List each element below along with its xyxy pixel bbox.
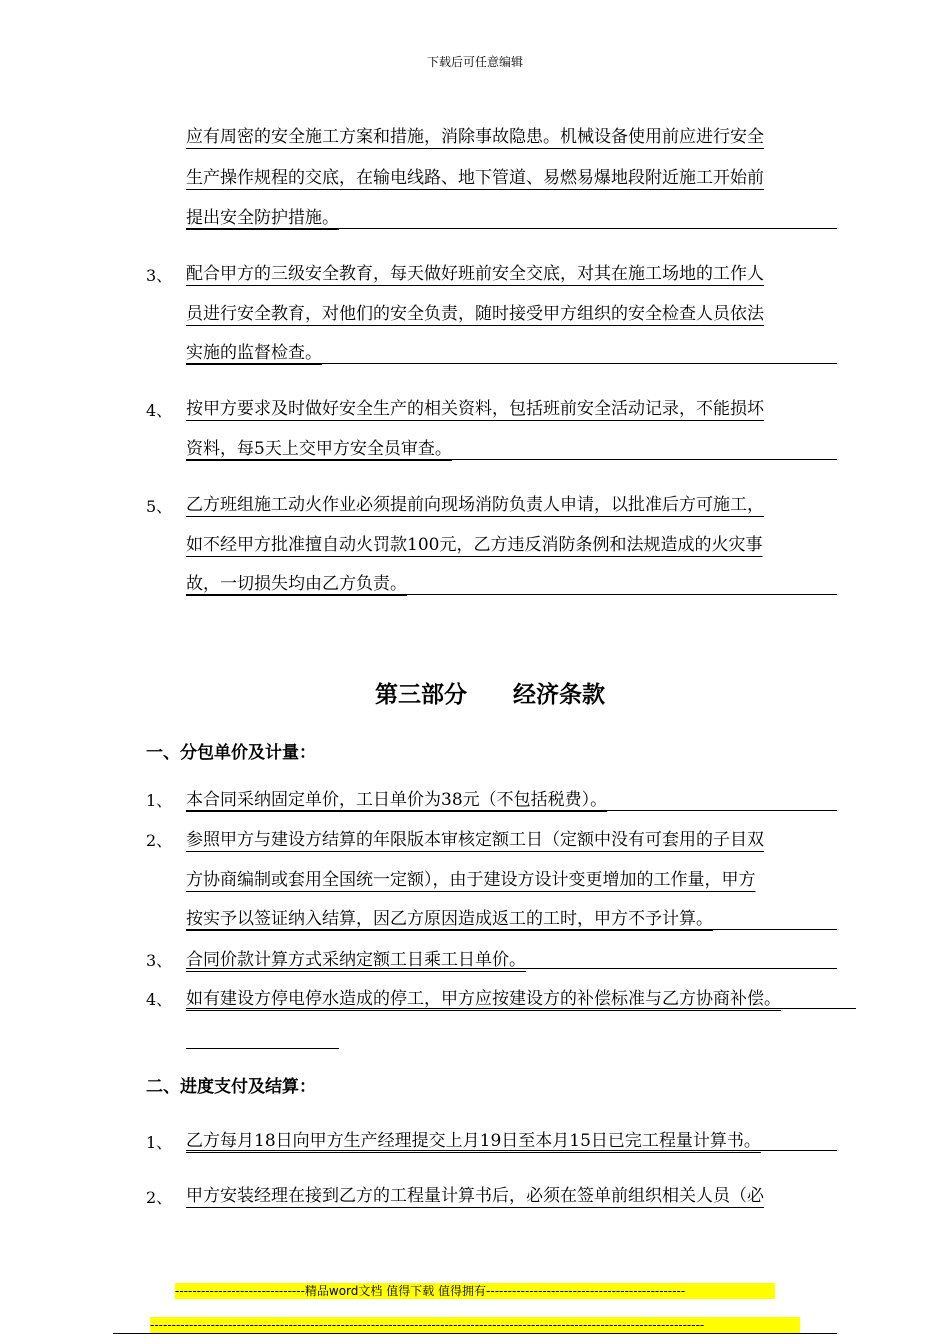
clause-line: 配合甲方的三级安全教育，每天做好班前安全交底，对其在施工场地的工作人 xyxy=(186,264,764,284)
subsection-heading: 二、进度支付及结算： xyxy=(146,1077,316,1097)
underline-rule xyxy=(186,459,837,460)
underline-rule xyxy=(186,1048,339,1049)
footer-watermark: ------------------------------精品word文档 值得下载 值得拥有---------------------------------------------- xyxy=(175,1283,775,1299)
clause-line: 本合同采纳固定单价，工日单价为38元（不包括税费）。 xyxy=(186,790,608,810)
clause-line: 按甲方要求及时做好安全生产的相关资料，包括班前安全活动记录，不能损坏 xyxy=(186,399,764,419)
section-title: 第三部分 经济条款 xyxy=(375,681,605,708)
item-number: 1、 xyxy=(146,791,173,810)
page-header: 下载后可任意编辑 xyxy=(426,55,523,69)
item-number: 3、 xyxy=(146,266,173,285)
clause-line: 参照甲方与建设方结算的年限版本审核定额工日（定额中没有可套用的子目双 xyxy=(186,830,764,850)
underline-rule xyxy=(186,1008,856,1009)
item-number: 5、 xyxy=(146,497,173,516)
item-number: 4、 xyxy=(146,990,173,1009)
clause-line: 故，一切损失均由乙方负责。 xyxy=(186,574,407,594)
footer-watermark-rule: -------------------------------------------------------------------------------------------------------------------------------- xyxy=(150,1317,800,1333)
underline-rule xyxy=(186,968,837,969)
clause-line: 按实予以签证纳入结算，因乙方原因造成返工的工时，甲方不予计算。 xyxy=(186,909,713,929)
clause-line: 乙方每月18日向甲方生产经理提交上月19日至本月15日已完工程量计算书。 xyxy=(186,1131,761,1151)
clause-line: 实施的监督检查。 xyxy=(186,343,322,363)
clause-line: 应有周密的安全施工方案和措施，消除事故隐患。机械设备使用前应进行安全 xyxy=(186,127,764,147)
clause-line: 方协商编制或套用全国统一定额），由于建设方设计变更增加的工作量，甲方 xyxy=(186,870,756,890)
subsection-heading: 一、分包单价及计量： xyxy=(146,743,316,763)
clause-line: 员进行安全教育，对他们的安全负责，随时接受甲方组织的安全检查人员依法 xyxy=(186,304,764,324)
clause-line: 如有建设方停电停水造成的停工，甲方应按建设方的补偿标准与乙方协商补偿。 xyxy=(186,989,781,1009)
underline-rule xyxy=(186,810,837,811)
footer-line xyxy=(113,1333,837,1334)
clause-line: 如不经甲方批准擅自动火罚款100元，乙方违反消防条例和法规造成的火灾事 xyxy=(186,535,763,555)
underline-rule xyxy=(186,1150,837,1151)
clause-line: 乙方班组施工动火作业必须提前向现场消防负责人申请，以批准后方可施工， xyxy=(186,495,764,515)
clause-line: 提出安全防护措施。 xyxy=(186,208,339,228)
item-number: 1、 xyxy=(146,1133,173,1152)
item-number: 2、 xyxy=(146,1188,173,1207)
clause-line: 生产操作规程的交底，在输电线路、地下管道、易燃易爆地段附近施工开始前 xyxy=(186,168,764,188)
clause-line: 甲方安装经理在接到乙方的工程量计算书后，必须在签单前组织相关人员（必 xyxy=(186,1186,764,1206)
item-number: 4、 xyxy=(146,401,173,420)
item-number: 3、 xyxy=(146,951,173,970)
clause-line: 资料，每5天上交甲方安全员审查。 xyxy=(186,439,452,459)
item-number: 2、 xyxy=(146,831,173,850)
underline-rule xyxy=(186,929,837,930)
clause-line: 合同价款计算方式采纳定额工日乘工日单价。 xyxy=(186,950,526,970)
underline-rule xyxy=(186,594,837,595)
underline-rule xyxy=(186,363,837,364)
underline-rule xyxy=(186,228,837,229)
